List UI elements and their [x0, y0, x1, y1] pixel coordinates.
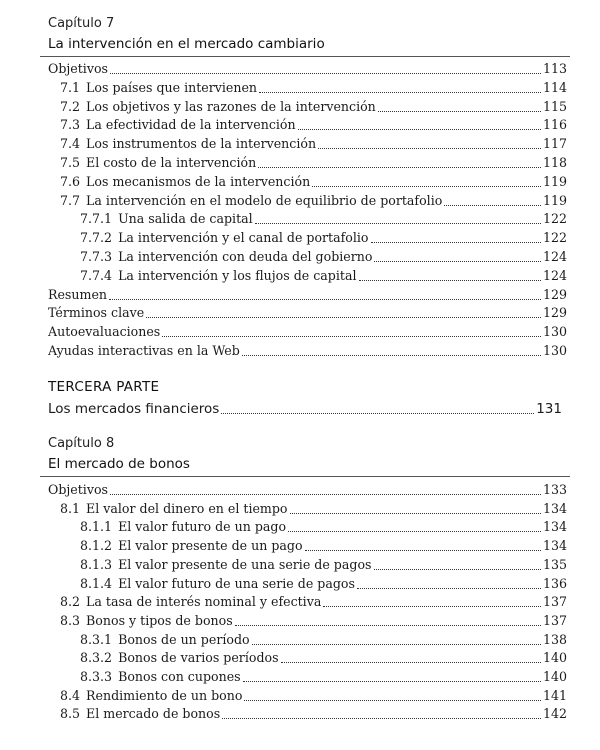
toc-entry-number: 7.2 — [60, 98, 85, 114]
toc-entry-title: El valor presente de un pago — [118, 538, 303, 554]
toc-entry-number: 8.1 — [60, 500, 85, 516]
toc-entry[interactable] — [80, 248, 567, 266]
toc-entry-number: 8.1.2 — [80, 538, 117, 554]
toc-entry-number: 7.6 — [60, 173, 85, 189]
toc-entry-page: 138 — [542, 631, 567, 647]
dot-leader — [109, 298, 541, 300]
toc-entry-page: 122 — [542, 230, 567, 246]
toc-entry[interactable] — [48, 481, 567, 499]
toc-entry-page: 114 — [542, 79, 567, 95]
dot-leader — [298, 128, 541, 130]
dot-leader — [444, 204, 541, 206]
toc-entry-title: La intervención y los flujos de capital — [118, 267, 357, 283]
toc-entry-page: 134 — [542, 500, 567, 516]
toc-entry-number: 8.3.3 — [80, 669, 117, 684]
toc-entry[interactable] — [80, 229, 567, 247]
toc-entry-page: 115 — [542, 98, 567, 114]
toc-entry-page: 117 — [542, 136, 567, 152]
toc-entry[interactable] — [60, 98, 567, 116]
toc-entry[interactable] — [48, 304, 567, 322]
toc-entry-page: 134 — [542, 519, 567, 535]
part-3-title: Los mercados financieros — [48, 401, 220, 417]
dot-leader — [281, 661, 541, 663]
toc-entry-page: 122 — [542, 211, 567, 227]
toc-entry-number: 8.3 — [60, 612, 85, 628]
toc-entry-title: La tasa de interés nominal y efectiva — [86, 594, 322, 610]
toc-entry-page: 124 — [542, 249, 567, 264]
dot-leader — [242, 354, 541, 356]
toc-entry-page: 140 — [542, 669, 567, 684]
dot-leader — [359, 279, 541, 281]
toc-entry-title: Bonos de un período — [118, 631, 250, 647]
toc-entry-page: 119 — [542, 173, 567, 189]
toc-entry-page: 140 — [542, 650, 567, 666]
toc-entry-page: 124 — [542, 267, 567, 283]
toc-entry-title: Una salida de capital — [118, 211, 253, 227]
toc-entry-number: 7.4 — [60, 136, 85, 152]
dot-leader — [357, 587, 541, 589]
toc-entry-title: Bonos con cupones — [118, 669, 241, 684]
toc-entry[interactable] — [48, 286, 567, 304]
toc-entry-number: 7.7.2 — [80, 230, 117, 246]
dot-leader — [110, 493, 541, 495]
toc-entry-title: Los mecanismos de la intervención — [86, 173, 311, 189]
dot-leader — [312, 185, 541, 187]
chapter-8-rule — [40, 476, 570, 477]
dot-leader — [162, 335, 541, 337]
dot-leader — [222, 717, 541, 719]
dot-leader — [371, 241, 541, 243]
toc-entry-number: 7.7 — [60, 192, 85, 208]
toc-entry[interactable] — [80, 631, 567, 649]
toc-entry[interactable] — [80, 267, 567, 285]
part-3-label: TERCERA PARTE — [48, 379, 160, 395]
toc-entry[interactable] — [80, 537, 567, 555]
dot-leader — [374, 260, 540, 262]
toc-entry[interactable] — [60, 687, 567, 705]
toc-entry-page: 135 — [542, 556, 567, 572]
dot-leader — [221, 412, 534, 414]
toc-entry-title: El valor del dinero en el tiempo — [86, 500, 288, 516]
toc-entry-page: 129 — [542, 286, 567, 302]
toc-entry-title: Objetivos — [48, 61, 108, 76]
toc-entry[interactable] — [60, 173, 567, 191]
toc-entry-title: El mercado de bonos — [86, 706, 221, 722]
toc-entry-title: Ayudas interactivas en la Web — [48, 343, 240, 358]
dot-leader — [323, 605, 541, 607]
toc-entry[interactable] — [60, 116, 567, 134]
toc-entry-page: 118 — [542, 155, 567, 170]
toc-entry-title: Autoevaluaciones — [48, 324, 161, 340]
dot-leader — [258, 166, 541, 168]
toc-entry[interactable] — [60, 135, 567, 153]
toc-entry-page: 130 — [542, 343, 567, 358]
toc-entry-title: La efectividad de la intervención — [86, 117, 296, 133]
toc-entry-title: El valor futuro de una serie de pagos — [118, 575, 355, 591]
toc-entry[interactable] — [60, 79, 567, 97]
chapter-7-rule — [40, 56, 570, 57]
toc-entry[interactable] — [80, 210, 567, 228]
dot-leader — [374, 568, 541, 570]
toc-entry-title: Rendimiento de un bono — [86, 687, 243, 703]
dot-leader — [318, 147, 541, 149]
toc-entry-number: 7.7.3 — [80, 249, 117, 264]
toc-entry-page: 142 — [542, 706, 567, 722]
chapter-7-label: Capítulo 7 — [48, 16, 115, 31]
toc-entry-page: 134 — [542, 538, 567, 554]
dot-leader — [290, 512, 541, 514]
toc-entry-title: Bonos de varios períodos — [118, 650, 279, 666]
toc-entry[interactable] — [48, 60, 567, 78]
toc-entry-page: 133 — [542, 482, 567, 497]
dot-leader — [305, 549, 541, 551]
toc-entry[interactable] — [60, 154, 567, 172]
dot-leader — [110, 72, 541, 74]
toc-entry-title: Los objetivos y las razones de la intervención — [86, 98, 376, 114]
toc-entry-title: Los países que intervienen — [86, 79, 258, 95]
toc-entry-page: 119 — [542, 192, 567, 208]
dot-leader — [252, 643, 541, 645]
toc-entry-title: La intervención en el modelo de equilibrio de portafolio — [86, 192, 443, 208]
toc-entry-title: Términos clave — [48, 305, 145, 321]
toc-entry-number: 7.7.1 — [80, 211, 117, 227]
toc-entry[interactable] — [80, 518, 567, 536]
toc-entry[interactable] — [80, 649, 567, 667]
toc-entry-number: 7.5 — [60, 155, 85, 170]
toc-entry[interactable] — [80, 556, 567, 574]
toc-entry-page: 113 — [542, 61, 567, 76]
chapter-8-title: El mercado de bonos — [48, 456, 190, 472]
toc-entry-title: Resumen — [48, 286, 108, 302]
toc-entry-page: 116 — [542, 117, 567, 133]
toc-entry-title: La intervención y el canal de portafolio — [118, 230, 369, 246]
toc-entry-number: 8.1.4 — [80, 575, 117, 591]
toc-entry-page: 130 — [542, 324, 567, 340]
part-3-page: 131 — [536, 401, 562, 417]
toc-entry[interactable] — [60, 500, 567, 518]
toc-entry[interactable] — [48, 342, 567, 360]
toc-entry-number: 8.1.1 — [80, 519, 117, 535]
toc-entry-number: 7.3 — [60, 117, 85, 133]
toc-entry[interactable] — [80, 668, 567, 686]
dot-leader — [378, 110, 541, 112]
dot-leader — [259, 91, 541, 93]
dot-leader — [235, 624, 541, 626]
chapter-8-label: Capítulo 8 — [48, 436, 115, 451]
toc-entry[interactable] — [60, 705, 567, 723]
toc-entry-number: 8.4 — [60, 687, 85, 703]
toc-entry-page: 137 — [542, 612, 567, 628]
toc-entry-page: 137 — [542, 594, 567, 610]
toc-entry-title: Los instrumentos de la intervención — [86, 136, 317, 152]
dot-leader — [255, 222, 541, 224]
toc-entry[interactable] — [48, 323, 567, 341]
toc-entry[interactable] — [80, 575, 567, 593]
toc-entry[interactable] — [60, 192, 567, 210]
toc-entry-title: Bonos y tipos de bonos — [86, 612, 233, 628]
toc-entry-page: 136 — [542, 575, 567, 591]
toc-entry-number: 7.1 — [60, 79, 85, 95]
toc-entry-number: 7.7.4 — [80, 267, 117, 283]
toc-entry-number: 8.5 — [60, 706, 85, 722]
toc-entry-title: El costo de la intervención — [86, 155, 257, 170]
toc-entry-number: 8.1.3 — [80, 556, 117, 572]
toc-entry-title: El valor futuro de un pago — [118, 519, 287, 535]
dot-leader — [288, 530, 541, 532]
dot-leader — [146, 316, 541, 318]
toc-entry-title: La intervención con deuda del gobierno — [118, 249, 373, 264]
toc-entry-number: 8.3.2 — [80, 650, 117, 666]
toc-entry-page: 141 — [542, 687, 567, 703]
dot-leader — [243, 680, 541, 682]
toc-entry[interactable] — [60, 612, 567, 630]
toc-entry-title: El valor presente de una serie de pagos — [118, 556, 372, 572]
part-3-entry[interactable] — [48, 400, 562, 418]
toc-entry-number: 8.2 — [60, 594, 85, 610]
toc-entry-page: 129 — [542, 305, 567, 321]
toc-entry[interactable] — [60, 593, 567, 611]
toc-entry-title: Objetivos — [48, 482, 108, 497]
toc-entry-number: 8.3.1 — [80, 631, 117, 647]
dot-leader — [244, 699, 541, 701]
chapter-7-title: La intervención en el mercado cambiario — [48, 36, 325, 52]
